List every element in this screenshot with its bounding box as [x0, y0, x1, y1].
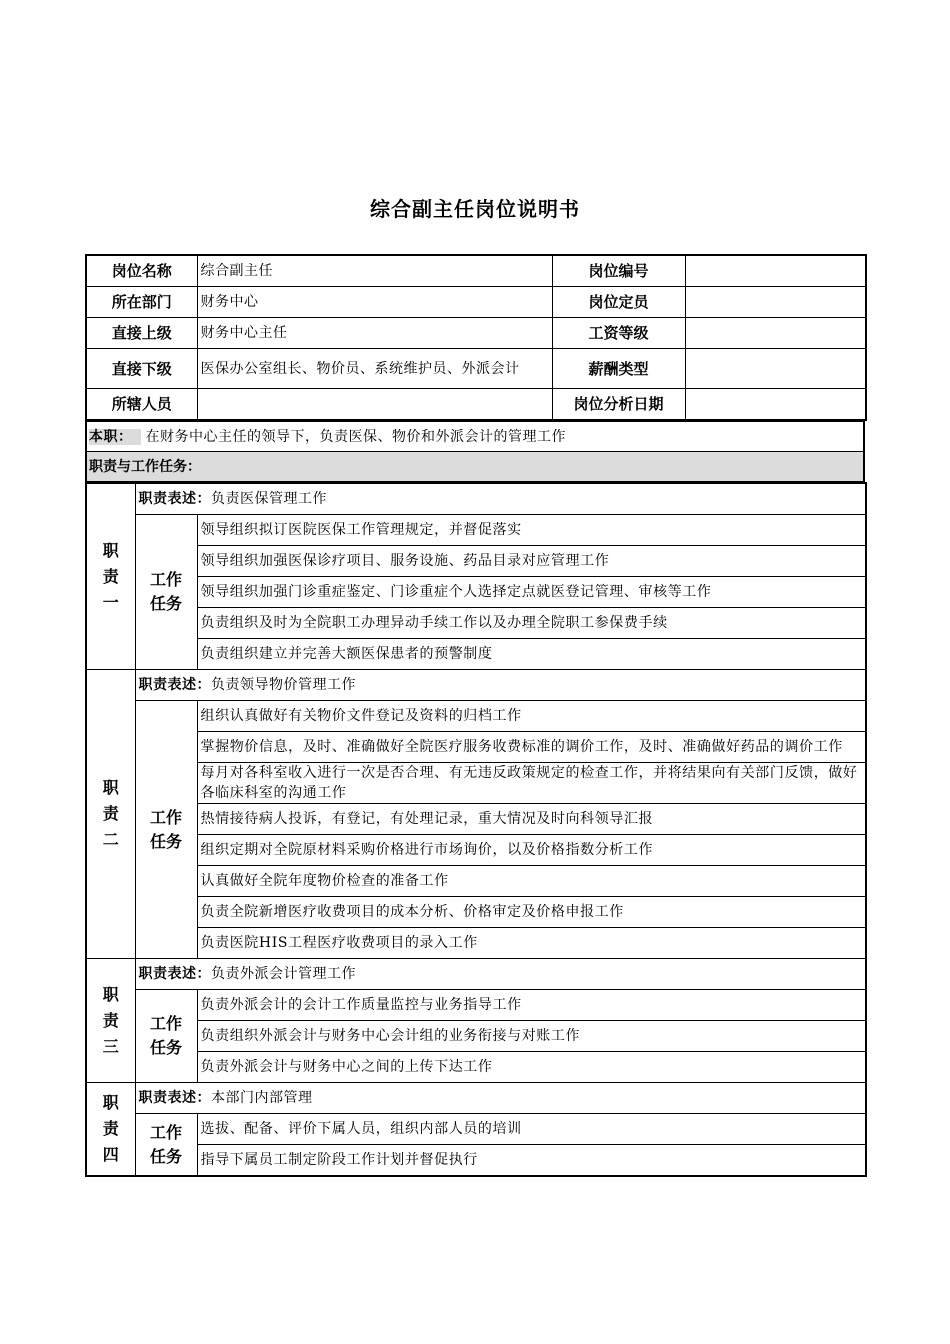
job-summary-label: 本职：: [89, 429, 141, 445]
field-label: 直接下级: [86, 349, 197, 389]
task-label: [135, 515, 197, 670]
basic-info-row: [86, 287, 866, 318]
task-row: [86, 866, 866, 897]
task-item: 每月对各科室收入进行一次是否合理、有无违反政策规定的检查工作，并将结果向有关部门反馈，做好各临床科室的沟通工作: [197, 763, 866, 804]
duties-header-row: [86, 452, 864, 482]
duty-number: [86, 483, 135, 670]
field-label: 所在部门: [86, 287, 197, 318]
duty-number: [86, 670, 135, 959]
duty-statement-label: 职责表述：: [138, 966, 211, 982]
task-item: 负责组织外派会计与财务中心会计组的业务衔接与对账工作: [197, 1021, 866, 1052]
field-value: 财务中心: [197, 287, 552, 318]
duty-statement: [135, 670, 866, 701]
field-value: 综合副主任: [197, 255, 552, 287]
field-value: 医保办公室组长、物价员、系统维护员、外派会计: [197, 349, 552, 389]
duty-number-text: 职责三: [102, 984, 119, 1056]
task-item: 领导组织加强医保诊疗项目、服务设施、药品目录对应管理工作: [197, 546, 866, 577]
task-label-text: 工作任务: [149, 570, 182, 613]
duty-statement-text: 本部门内部管理: [211, 1090, 313, 1106]
task-item: 热情接待病人投诉，有登记，有处理记录，重大情况及时向科领导汇报: [197, 804, 866, 835]
task-label-text: 工作任务: [149, 1014, 182, 1057]
job-summary-text: 在财务中心主任的领导下，负责医保、物价和外派会计的管理工作: [145, 428, 566, 445]
task-row: [86, 1021, 866, 1052]
basic-info-row: [86, 349, 866, 389]
duty-number: [86, 1083, 135, 1177]
duty-statement-row: [86, 670, 866, 701]
task-item: 领导组织加强门诊重症鉴定、门诊重症个人选择定点就医登记管理、审核等工作: [197, 577, 866, 608]
task-row: [86, 546, 866, 577]
task-label: [135, 1114, 197, 1177]
task-row: [86, 804, 866, 835]
duty-number-text: 职责二: [102, 778, 119, 849]
task-row: [86, 577, 866, 608]
duty-statement-text: 负责外派会计管理工作: [211, 966, 356, 982]
task-item: 负责外派会计与财务中心之间的上传下达工作: [197, 1052, 866, 1083]
task-row: [86, 763, 866, 804]
duty-statement-row: [86, 483, 866, 515]
task-row: [86, 732, 866, 763]
task-item: 指导下属员工制定阶段工作计划并督促执行: [197, 1145, 866, 1177]
task-row: [86, 1052, 866, 1083]
task-item: 负责组织建立并完善大额医保患者的预警制度: [197, 639, 866, 670]
task-row: [86, 1114, 866, 1145]
task-row: [86, 608, 866, 639]
duties-table: [85, 482, 867, 1177]
field-label: 直接上级: [86, 318, 197, 349]
basic-info-table: [85, 254, 867, 421]
task-row: [86, 897, 866, 928]
task-row: [86, 990, 866, 1021]
task-row: [86, 1145, 866, 1177]
task-item: 组织认真做好有关物价文件登记及资料的归档工作: [197, 701, 866, 732]
task-label: [135, 701, 197, 959]
field-label: 岗位定员: [552, 287, 685, 318]
field-value: 财务中心主任: [197, 318, 552, 349]
duty-number-text: 职责一: [102, 540, 119, 612]
duty-statement: [135, 959, 866, 990]
duty-statement: [135, 483, 866, 515]
document-title: 综合副主任岗位说明书: [370, 197, 580, 221]
duties-header: 职责与工作任务：: [86, 452, 864, 482]
field-label: 工资等级: [552, 318, 685, 349]
task-label: [135, 990, 197, 1083]
basic-info-row: [86, 255, 866, 287]
duty-statement-label: 职责表述：: [138, 1090, 211, 1106]
basic-info-row: [86, 389, 866, 421]
duty-statement: [135, 1083, 866, 1114]
task-row: [86, 515, 866, 546]
field-value: [685, 287, 866, 318]
basic-info-row: [86, 318, 866, 349]
task-item: 负责组织及时为全院职工办理异动手续工作以及办理全院职工参保费手续: [197, 608, 866, 639]
field-label: 岗位名称: [86, 255, 197, 287]
task-row: [86, 639, 866, 670]
task-label-text: 工作任务: [149, 807, 182, 851]
field-label: 薪酬类型: [552, 349, 685, 389]
field-label: 所辖人员: [86, 389, 197, 421]
task-item: 组织定期对全院原材料采购价格进行市场询价，以及价格指数分析工作: [197, 835, 866, 866]
duty-statement-row: [86, 959, 866, 990]
task-item: 领导组织拟订医院医保工作管理规定，并督促落实: [197, 515, 866, 546]
field-value: [197, 389, 552, 421]
field-label: 岗位编号: [552, 255, 685, 287]
task-row: [86, 701, 866, 732]
duty-statement-text: 负责医保管理工作: [211, 491, 327, 507]
task-item: 负责全院新增医疗收费项目的成本分析、价格审定及价格申报工作: [197, 897, 866, 928]
duty-number: [86, 959, 135, 1083]
field-value: [685, 318, 866, 349]
task-item: 认真做好全院年度物价检查的准备工作: [197, 866, 866, 897]
task-row: [86, 835, 866, 866]
duty-statement-label: 职责表述：: [138, 677, 211, 693]
duty-statement-label: 职责表述：: [138, 491, 211, 507]
task-item: 掌握物价信息，及时、准确做好全院医疗服务收费标准的调价工作，及时、准确做好药品的调价工作: [197, 732, 866, 763]
task-label-text: 工作任务: [149, 1122, 182, 1166]
duty-number-text: 职责四: [102, 1093, 119, 1164]
job-summary-row: [86, 421, 864, 452]
task-row: [86, 928, 866, 959]
field-value: [685, 389, 866, 421]
field-value: [685, 255, 866, 287]
duty-statement-row: [86, 1083, 866, 1114]
task-item: 负责外派会计的会计工作质量监控与业务指导工作: [197, 990, 866, 1021]
field-value: [685, 349, 866, 389]
duty-statement-text: 负责领导物价管理工作: [211, 677, 356, 693]
task-item: 负责医院HIS工程医疗收费项目的录入工作: [197, 928, 866, 959]
field-label: 岗位分析日期: [552, 389, 685, 421]
job-summary-table: [85, 420, 865, 482]
task-item: 选拔、配备、评价下属人员，组织内部人员的培训: [197, 1114, 866, 1145]
